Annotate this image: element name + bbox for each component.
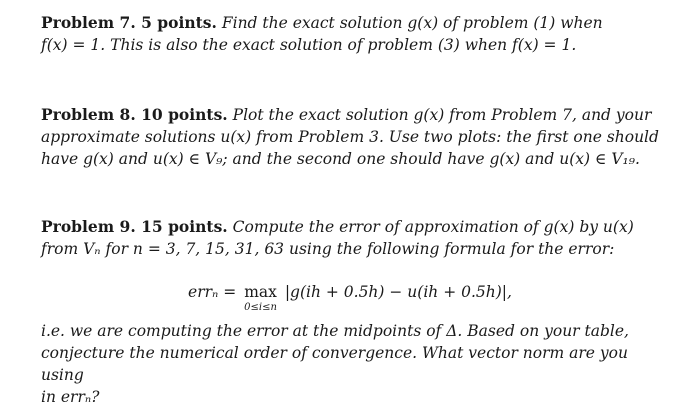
problem-9-tail-3: in errₙ? — [41, 388, 100, 406]
error-formula — [0, 281, 700, 313]
problem-9-tail-1: i.e. we are computing the error at the midpoints of Δ. Based on your table, — [41, 322, 629, 340]
problem-9-tail — [41, 320, 671, 408]
formula-max-limits: 0≤i≤n — [244, 302, 277, 313]
problem-7 — [41, 12, 671, 56]
problem-7-text-1: Find the exact solution g(x) of problem (1) when — [221, 14, 603, 32]
problem-9-line-1 — [41, 216, 671, 238]
problem-9-text-2: from Vₙ for n = 3, 7, 15, 31, 63 using the following formula for the error: — [41, 240, 615, 258]
formula-max-operator — [244, 281, 277, 313]
problem-7-text-2: f(x) = 1. This is also the exact solution of problem (3) when f(x) = 1. — [41, 36, 577, 54]
formula-lhs: errₙ = — [188, 283, 237, 301]
problem-8 — [41, 104, 671, 170]
problem-9-text-1: Compute the error of approximation of g(x) by u(x) — [232, 218, 634, 236]
problem-8-heading: Problem 8. 10 points. — [41, 105, 228, 124]
problem-8-line-1 — [41, 104, 671, 126]
problem-8-text-3: have g(x) and u(x) ∈ V₉; and the second one should have g(x) and u(x) ∈ V₁₉. — [41, 150, 640, 168]
problem-7-heading: Problem 7. 5 points. — [41, 13, 217, 32]
problem-7-line-1 — [41, 12, 671, 34]
problem-9-heading: Problem 9. 15 points. — [41, 217, 228, 236]
formula-rhs: |g(ih + 0.5h) − u(ih + 0.5h)|, — [284, 283, 512, 301]
problem-9 — [41, 216, 671, 260]
problem-8-text-1: Plot the exact solution g(x) from Problem 7, and your — [232, 106, 652, 124]
formula-max-label: max — [244, 283, 277, 301]
problem-9-tail-2: conjecture the numerical order of convergence. What vector norm are you using — [41, 344, 628, 384]
problem-8-text-2: approximate solutions u(x) from Problem 3. Use two plots: the first one should — [41, 128, 659, 146]
